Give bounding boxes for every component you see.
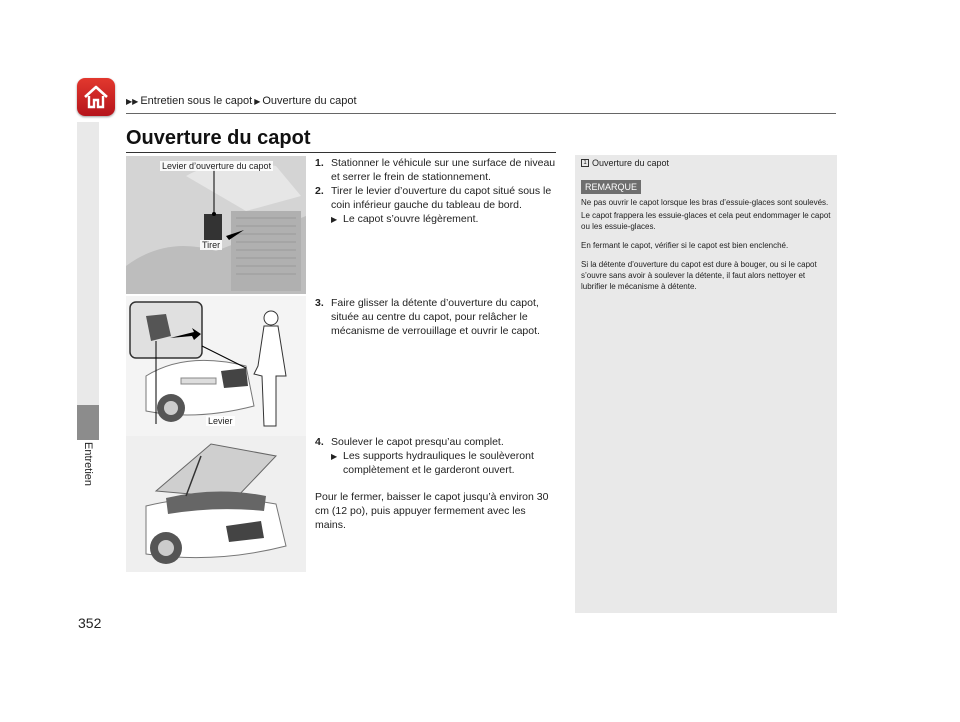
page-title: Ouverture du capot xyxy=(126,127,311,149)
callout-hood-release: Levier d’ouverture du capot xyxy=(162,161,272,171)
step-text: Soulever le capot presqu’au complet. xyxy=(331,436,504,448)
illustration-latch-release xyxy=(126,296,306,436)
step-3 xyxy=(315,296,560,338)
callout-lever: Levier xyxy=(208,416,233,426)
side-tab-marker[interactable] xyxy=(77,405,99,440)
note-text: Le capot frappera les essuie-glaces et cela peut endommager le capot ou les essuie-glaces. xyxy=(581,211,831,231)
step-number: 3. xyxy=(315,297,324,309)
step-result: Le capot s’ouvre légèrement. xyxy=(343,213,479,225)
step-2 xyxy=(315,184,560,227)
step-number: 4. xyxy=(315,436,324,448)
note-text: Ne pas ouvrir le capot lorsque les bras d’essuie-glaces sont soulevés. xyxy=(581,198,829,207)
note-header xyxy=(581,158,831,168)
callout-pull: Tirer xyxy=(202,240,221,250)
side-tab-label: Entretien xyxy=(82,442,94,487)
step-result: Les supports hydrauliques le soulèveront complètement et le garderont ouvert. xyxy=(343,450,534,476)
step-4 xyxy=(315,435,560,477)
breadcrumb xyxy=(126,95,357,107)
illustration-hood-open xyxy=(126,436,306,572)
note-text: Si la détente d’ouverture du capot est dure à bouger, ou si le capot s’ouvre sans avoir à soulever la détente, il faut alors nettoyer et lubrifier le mécanisme à détente. xyxy=(581,260,817,291)
side-strip xyxy=(77,122,99,405)
note-text: En fermant le capot, vérifier si le capot est bien enclenché. xyxy=(581,241,789,250)
result-arrow-icon: ▶ xyxy=(331,452,338,461)
notice-badge: REMARQUE xyxy=(581,180,641,194)
page-number: 352 xyxy=(78,615,102,631)
home-button[interactable] xyxy=(77,78,115,116)
home-icon xyxy=(82,84,110,110)
illustration-hood-release xyxy=(126,156,306,294)
note-title[interactable]: Ouverture du capot xyxy=(592,158,670,168)
side-note xyxy=(575,155,837,613)
step-text: Tirer le levier d’ouverture du capot situé sous le coin inférieur gauche du tableau de bord. xyxy=(331,185,552,211)
step-text: Faire glisser la détente d’ouverture du capot, située au centre du capot, pour relâcher le mécanisme de verrouillage et ouvrir le capot. xyxy=(331,297,540,337)
note-marker-icon: 1 xyxy=(581,159,589,167)
breadcrumb-item-maintenance[interactable]: Entretien sous le capot xyxy=(140,95,253,107)
result-arrow-icon: ▶ xyxy=(331,215,338,224)
breadcrumb-arrow-icon: ▶▶ xyxy=(126,96,139,106)
step-1 xyxy=(315,156,560,184)
header-divider xyxy=(126,113,836,114)
breadcrumb-item-current[interactable]: Ouverture du capot xyxy=(262,95,357,107)
breadcrumb-arrow-icon: ▶ xyxy=(254,96,261,106)
step-number: 2. xyxy=(315,185,324,197)
title-divider xyxy=(126,152,556,153)
step-text: Stationner le véhicule sur une surface de niveau et serrer le frein de stationnement. xyxy=(331,157,556,183)
closing-paragraph: Pour le fermer, baisser le capot jusqu’à environ 30 cm (12 po), puis appuyer fermement avec les mains. xyxy=(315,491,549,531)
step-number: 1. xyxy=(315,157,324,169)
